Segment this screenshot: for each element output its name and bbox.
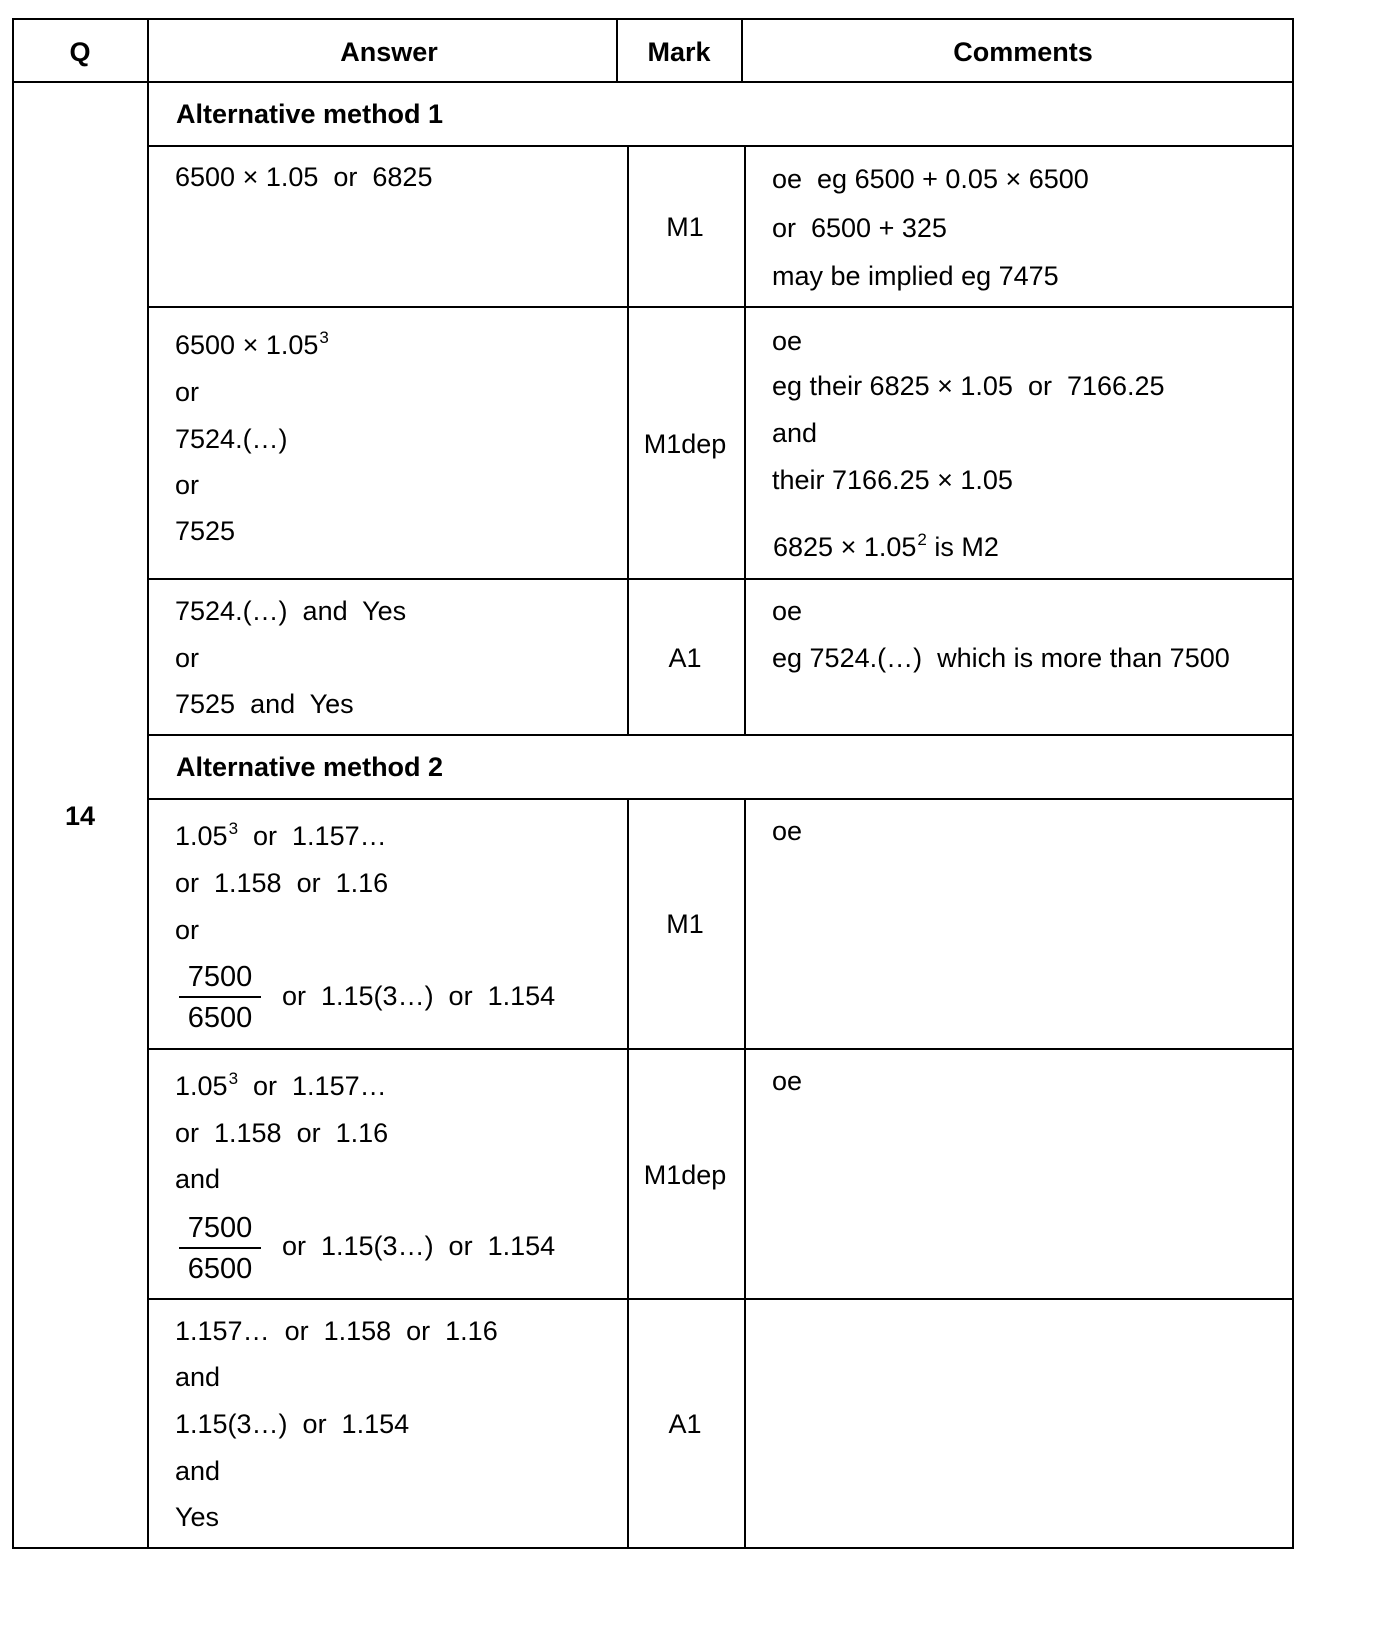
mark-value: M1dep [643,1160,727,1190]
answer-line: or [175,470,200,500]
answer-line [175,1069,387,1101]
mark-value: A1 [668,643,702,673]
comment-line [773,530,999,562]
table-rule [148,145,1293,147]
table-rule [744,798,746,1549]
answer-base: 1.05 [175,821,228,851]
comment-base: 6825 × 1.05 [773,532,917,562]
table-rule [12,1547,1293,1549]
comment-line: eg their 6825 × 1.05 or 7166.25 [772,371,1165,401]
header-q: Q [69,37,91,67]
exponent: 3 [228,1069,239,1088]
answer-line: 6500 × 1.05 or 6825 [175,162,433,192]
header-answer: Answer [340,37,438,67]
question-number: 14 [64,801,96,831]
comment-line: eg 7524.(…) which is more than 7500 [772,643,1230,673]
table-rule [627,145,629,735]
answer-line: and [175,1164,221,1194]
comment-line: oe [772,596,803,626]
table-rule [12,18,1293,20]
answer-line: or [175,643,200,673]
table-rule [1292,18,1294,1549]
table-rule [148,1048,1293,1050]
answer-line: or 1.15(3…) or 1.154 [282,1231,556,1261]
table-rule [148,306,1293,308]
table-rule [148,798,1293,800]
answer-tail: or 1.157… [238,1071,387,1101]
answer-line: or 1.158 or 1.16 [175,868,389,898]
answer-line: 1.157… or 1.158 or 1.16 [175,1316,498,1346]
table-rule [148,578,1293,580]
fraction-numerator: 7500 [187,1212,253,1244]
fraction-denominator: 6500 [187,1001,253,1034]
answer-line: 7524.(…) and Yes [175,596,407,626]
mark-value: M1 [666,212,704,242]
table-rule [147,18,149,1549]
answer-tail: or 1.157… [238,821,387,851]
comment-line: may be implied eg 7475 [772,261,1059,291]
answer-base: 6500 × 1.05 [175,330,319,360]
table-rule [627,798,629,1549]
answer-line: 7524.(…) [175,424,288,454]
method-title: Alternative method 1 [176,99,444,129]
fraction [179,963,261,1033]
answer-line: and [175,1362,221,1392]
comment-line: and [772,418,818,448]
comment-line: oe eg 6500 + 0.05 × 6500 [772,164,1089,194]
answer-line [175,328,329,360]
answer-line: 7525 and Yes [175,689,354,719]
method-title: Alternative method 2 [176,752,444,782]
table-rule [741,18,743,82]
mark-value: A1 [668,1409,702,1439]
mark-value: M1 [666,909,704,939]
exponent: 3 [228,819,239,838]
answer-line: or [175,915,200,945]
answer-line: and [175,1456,221,1486]
comment-line: oe [772,326,803,356]
answer-line: Yes [175,1502,220,1532]
table-rule [148,1298,1293,1300]
fraction-numerator: 7500 [187,961,253,993]
table-rule [12,81,1293,83]
comment-line: their 7166.25 × 1.05 [772,465,1013,495]
comment-tail: is M2 [926,532,999,562]
answer-line: or 1.15(3…) or 1.154 [282,981,556,1011]
answer-line: 1.15(3…) or 1.154 [175,1409,410,1439]
fraction-bar [179,996,261,998]
comment-line: oe [772,816,803,846]
fraction [179,1214,261,1284]
answer-base: 1.05 [175,1071,228,1101]
comment-line: or 6500 + 325 [772,213,947,243]
exponent: 3 [319,328,329,347]
answer-line [175,819,387,851]
header-mark: Mark [647,37,711,67]
answer-line: 7525 [175,516,236,546]
table-rule [744,145,746,735]
mark-value: M1dep [643,429,727,459]
fraction-bar [179,1247,261,1249]
table-rule [616,18,618,82]
comment-line: oe [772,1066,803,1096]
table-rule [12,18,14,1549]
answer-line: or 1.158 or 1.16 [175,1118,389,1148]
exponent: 2 [917,530,927,549]
header-comments: Comments [953,37,1093,67]
fraction-denominator: 6500 [187,1252,253,1285]
table-rule [148,734,1293,736]
answer-line: or [175,377,200,407]
